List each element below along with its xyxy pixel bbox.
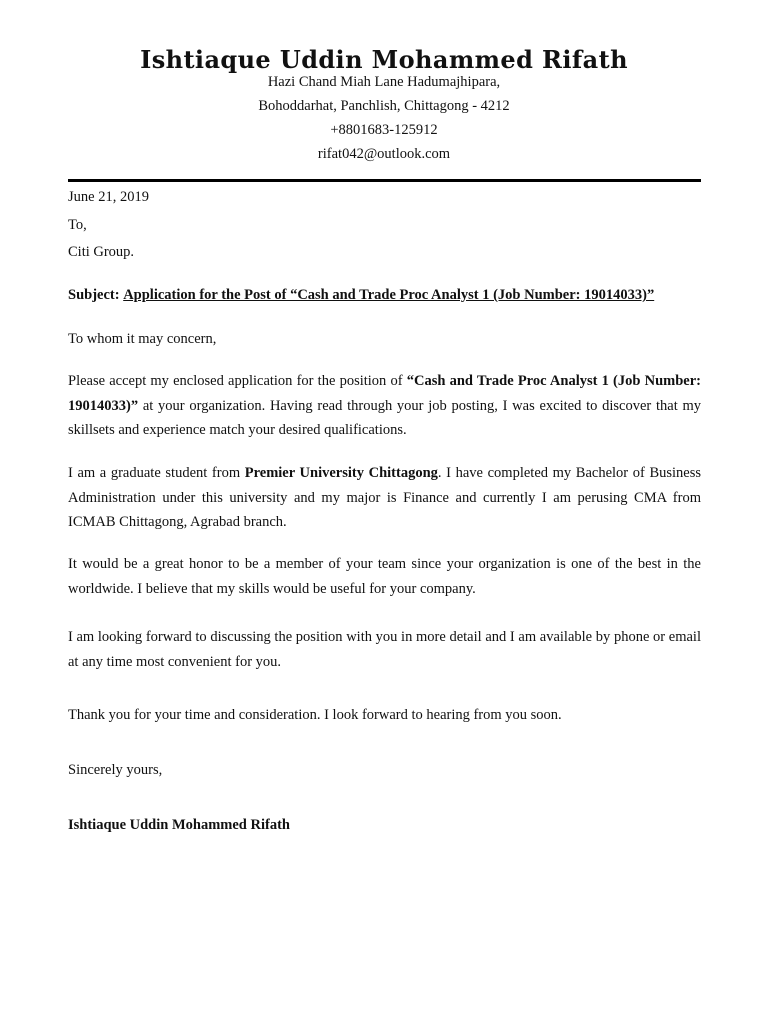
letter-header	[0, 44, 768, 166]
para1-text-c: at your organization. Having read through your job posting, I was excited to discover that my skillsets and experience match your desired qualifications.	[68, 397, 701, 438]
recipient: Citi Group.	[68, 244, 135, 260]
paragraph-1	[68, 369, 701, 443]
salutation-block	[68, 327, 701, 352]
paragraph-2	[68, 461, 701, 535]
address-line-1: Hazi Chand Miah Lane Hadumajhipara,	[267, 74, 501, 90]
phone-number: +8801683-125912	[330, 122, 438, 138]
paragraph-3	[68, 552, 701, 601]
signature-name: Ishtiaque Uddin Mohammed Rifath	[68, 817, 290, 833]
salutation: To whom it may concern,	[68, 331, 217, 347]
closing: Sincerely yours,	[68, 762, 163, 778]
paragraph-5	[68, 703, 701, 728]
closing-block	[68, 758, 701, 783]
para3-text: It would be a great honor to be a member of your team since your organization is one of the best in the worldwide. I believe that my skills would be useful for your company.	[68, 556, 701, 597]
signature-block	[68, 813, 701, 838]
address-line-2: Bohoddarhat, Panchlish, Chittagong - 4212	[258, 98, 510, 114]
para5-text: Thank you for your time and consideration. I look forward to hearing from you soon.	[68, 707, 562, 723]
subject-line	[68, 283, 701, 308]
para1-text-a: Please accept my enclosed application for the position of	[68, 373, 407, 389]
sender-name: Ishtiaque Uddin Mohammed Rifath	[140, 45, 628, 74]
date-and-recipient	[68, 185, 701, 265]
para2-text-c: . I have completed my Bachelor of Business Administration under this university and my major is Finance and currently I am perusing CMA from ICMAB Chittagong, Agrabad branch.	[68, 465, 702, 530]
para2-university: Premier University Chittagong	[244, 465, 438, 481]
to-line: To,	[68, 216, 87, 233]
letter-date: June 21, 2019	[68, 189, 149, 205]
header-divider	[68, 179, 701, 182]
email-address: rifat042@outlook.com	[317, 146, 451, 162]
paragraph-4	[68, 625, 701, 674]
para4-text: I am looking forward to discussing the position with you in more detail and I am available by phone or email at any time most convenient for you.	[68, 629, 701, 670]
para1-position: “Cash and Trade Proc Analyst 1 (Job Number: 19014033)”	[68, 373, 701, 414]
subject-label: Subject:	[68, 287, 120, 303]
subject-text: Application for the Post of “Cash and Trade Proc Analyst 1 (Job Number: 19014033)”	[123, 287, 655, 303]
para2-text-a: I am a graduate student from	[68, 465, 245, 481]
